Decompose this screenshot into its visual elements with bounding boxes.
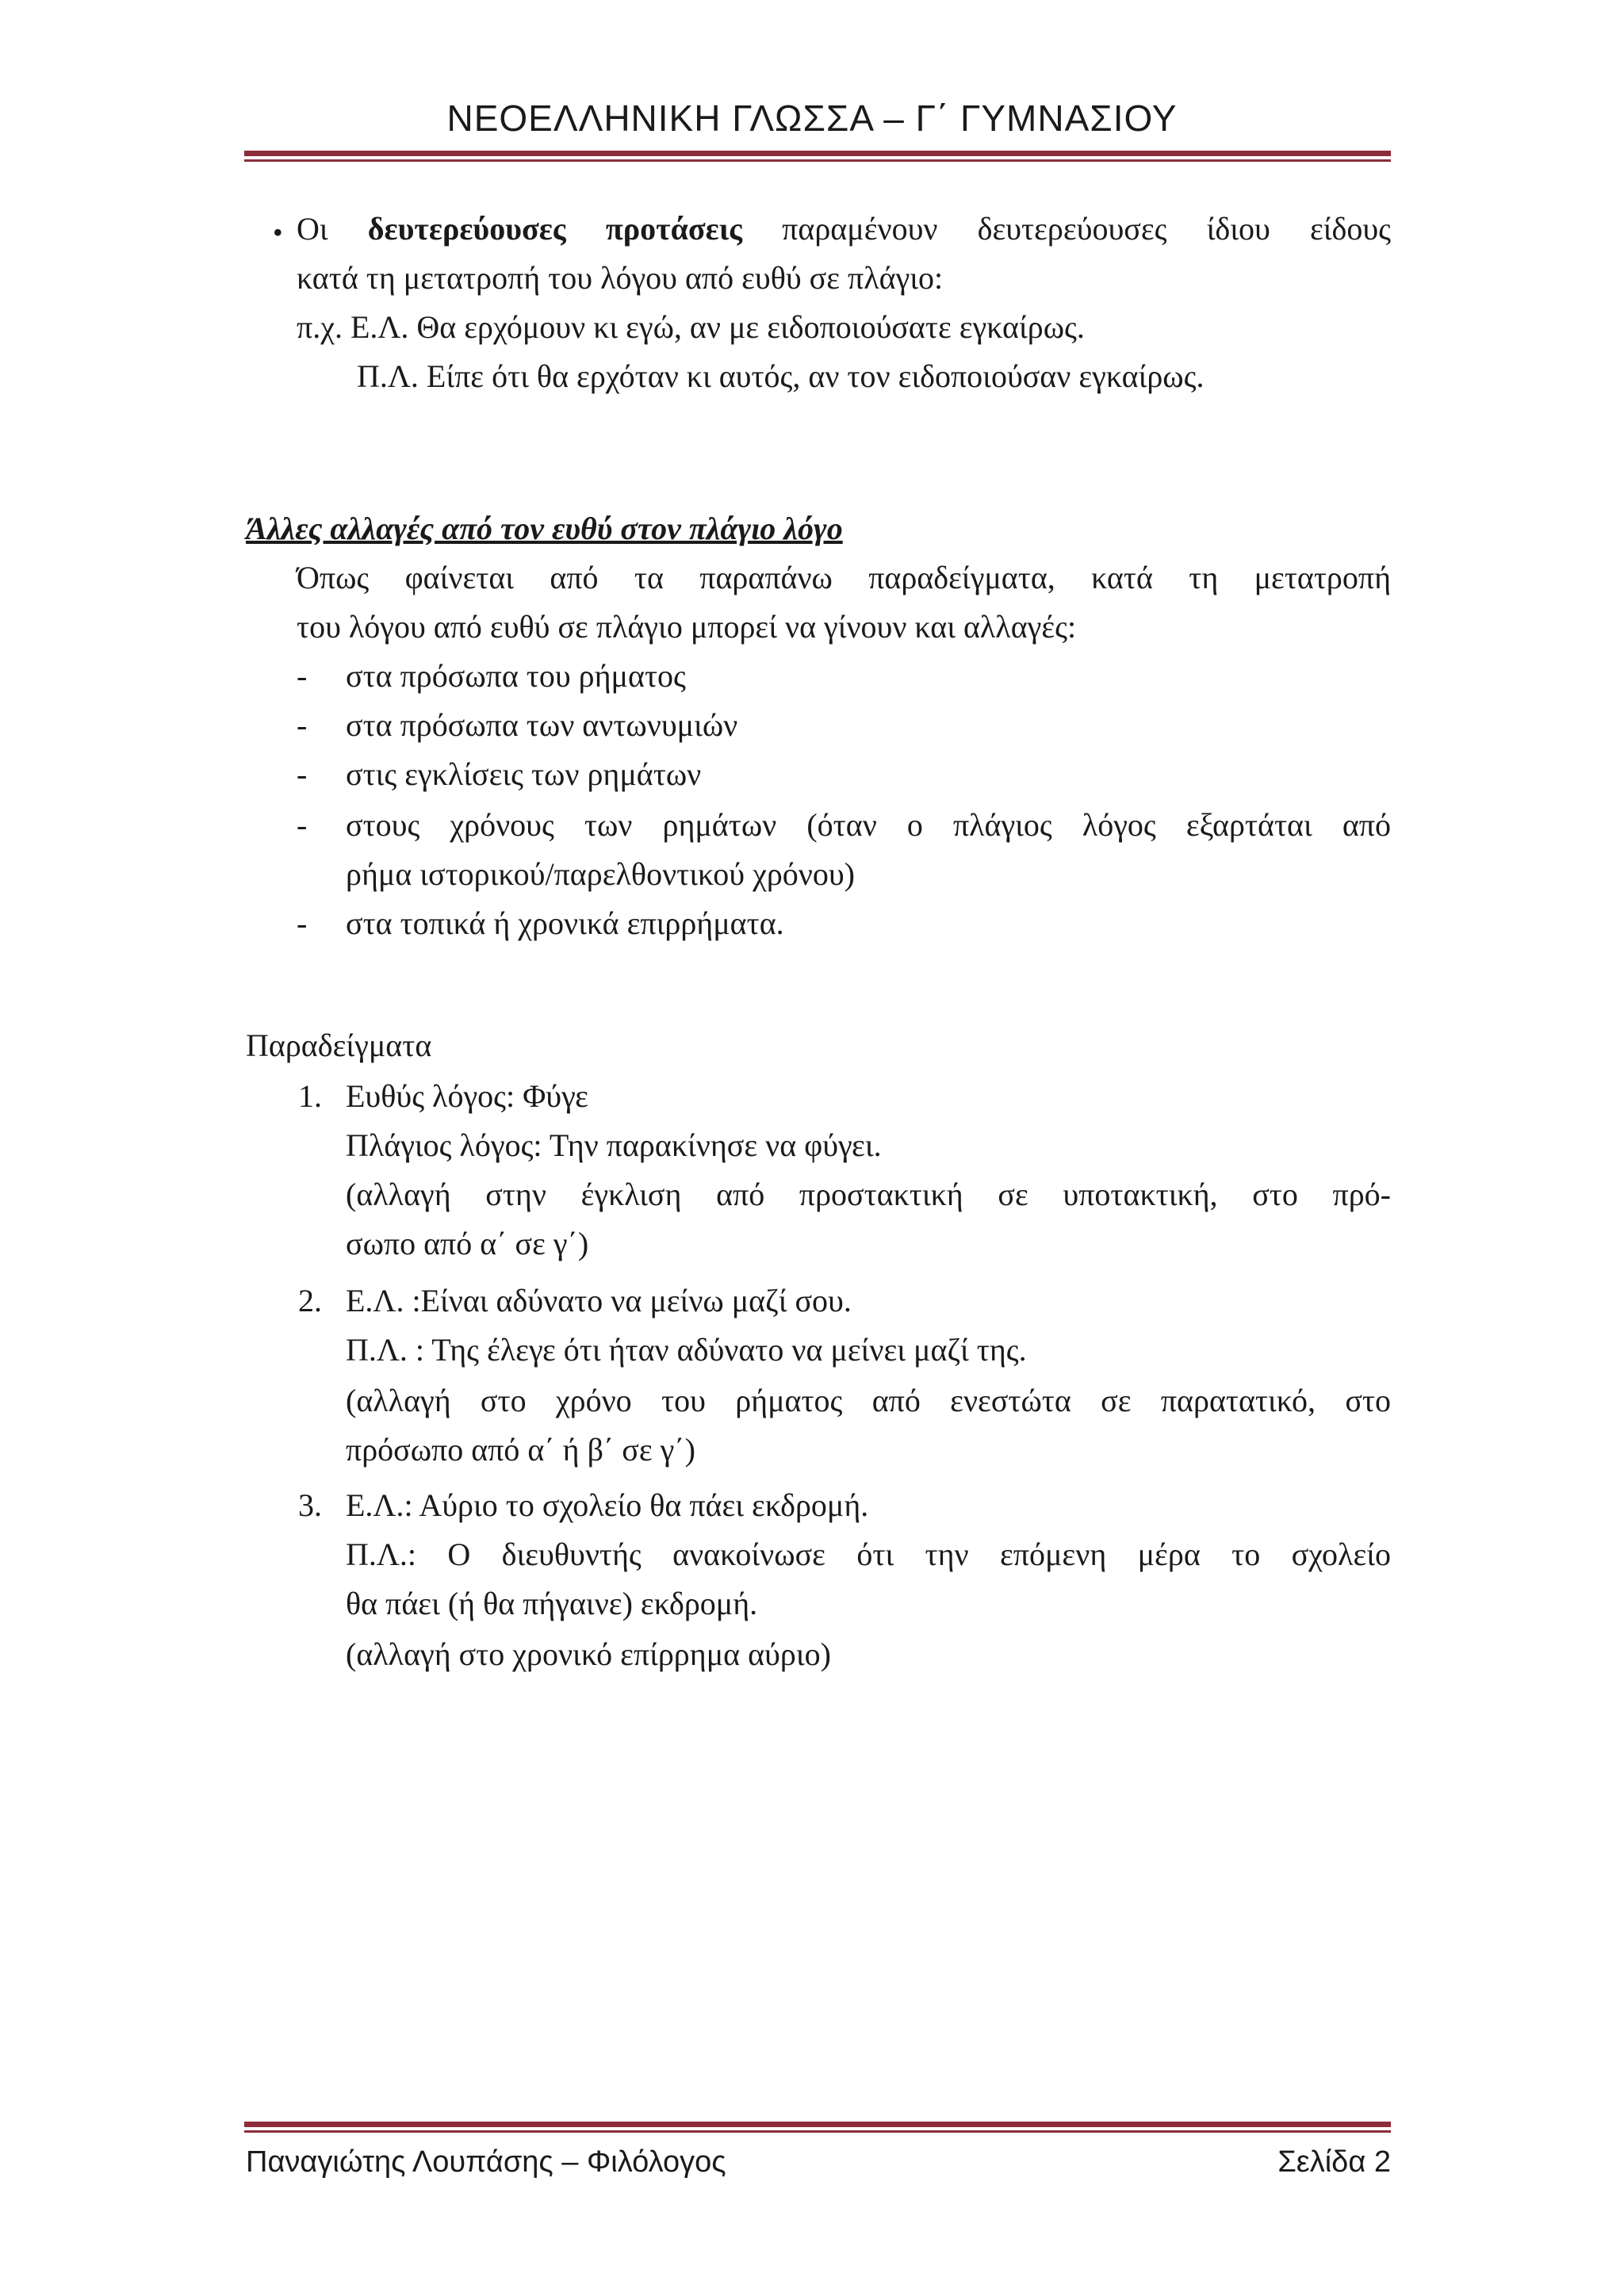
example-1-line-1: Ευθύς λόγος: Φύγε — [346, 1078, 588, 1114]
example-3-line-4: (αλλαγή στο χρονικό επίρρημα αύριο) — [346, 1636, 831, 1672]
changes-intro-line-1: Όπως φαίνεται από τα παραπάνω παραδείγματα, κατά τη μετατροπή — [297, 560, 1391, 595]
example-1-line-3: (αλλαγή στην έγκλιση από προστακτική σε υποτακτική, στο πρό- — [346, 1177, 1391, 1212]
bullet-line-1-suffix: παραμένουν δευτερεύουσες ίδιου είδους — [782, 211, 1391, 247]
header-divider-thick — [244, 151, 1391, 156]
example-3-line-1: Ε.Λ.: Αύριο το σχολείο θα πάει εκδρομή. — [346, 1487, 869, 1523]
page-header-title: ΝΕΟΕΛΛΗΝΙΚΗ ΓΛΩΣΣΑ – Γ΄ ΓΥΜΝΑΣΙΟΥ — [446, 98, 1178, 139]
footer-divider — [244, 2122, 1391, 2133]
list-number: 3. — [298, 1487, 322, 1523]
example-1-line-4: σωπο από α΄ σε γ΄) — [346, 1226, 589, 1261]
bullet-line-1 — [297, 205, 1391, 254]
header-divider — [244, 151, 1391, 162]
section-heading-changes: Άλλες αλλαγές από τον ευθύ στον πλάγιο λόγο — [246, 511, 843, 546]
example-2-line-2: Π.Λ. : Της έλεγε ότι ήταν αδύνατο να μείνει μαζί της. — [346, 1332, 1027, 1368]
bullet-example-pl: Π.Λ. Είπε ότι θα ερχόταν κι αυτός, αν τον ειδοποιούσαν εγκαίρως. — [357, 358, 1205, 394]
bullet-example-el: π.χ. Ε.Λ. Θα ερχόμουν κι εγώ, αν με ειδοποιούσατε εγκαίρως. — [297, 309, 1085, 345]
changes-item: στα πρόσωπα του ρήματος — [346, 658, 686, 694]
example-2-line-3: (αλλαγή στο χρόνο του ρήματος από ενεστώτα σε παρατατικό, στο — [346, 1383, 1391, 1418]
bullet-line-1-bold: δευτερεύουσες προτάσεις — [367, 211, 743, 247]
dash-icon: - — [297, 707, 308, 743]
example-1-line-2: Πλάγιος λόγος: Την παρακίνησε να φύγει. — [346, 1127, 882, 1163]
example-2-line-1: Ε.Λ. :Είναι αδύνατο να μείνω μαζί σου. — [346, 1283, 852, 1318]
example-3-line-2: Π.Λ.: Ο διευθυντής ανακοίνωσε ότι την επόμενη μέρα το σχολείο — [346, 1536, 1391, 1572]
dash-icon: - — [297, 807, 308, 843]
bullet-line-1-prefix: Οι — [297, 211, 328, 247]
changes-item: στους χρόνους των ρημάτων (όταν ο πλάγιος λόγος εξαρτάται από — [346, 807, 1391, 843]
dash-icon: - — [297, 756, 308, 792]
changes-item-continuation: ρήμα ιστορικού/παρελθοντικού χρόνου) — [346, 856, 855, 892]
example-2-line-4: πρόσωπο από α΄ ή β΄ σε γ΄) — [346, 1432, 695, 1468]
changes-item: στα πρόσωπα των αντωνυμιών — [346, 707, 738, 743]
footer-author: Παναγιώτης Λουπάσης – Φιλόλογος — [246, 2145, 726, 2179]
section-heading-examples: Παραδείγματα — [246, 1027, 432, 1063]
footer-page-number: Σελίδα 2 — [1277, 2145, 1391, 2179]
footer-divider-thin — [244, 2130, 1391, 2133]
dash-icon: - — [297, 905, 308, 941]
example-3-line-3: θα πάει (ή θα πήγαινε) εκδρομή. — [346, 1586, 758, 1621]
bullet-icon: • — [273, 216, 283, 248]
changes-item: στα τοπικά ή χρονικά επιρρήματα. — [346, 905, 784, 941]
list-number: 2. — [298, 1283, 322, 1318]
dash-icon: - — [297, 658, 308, 694]
footer-divider-thick — [244, 2122, 1391, 2127]
changes-item: στις εγκλίσεις των ρημάτων — [346, 756, 702, 792]
list-number: 1. — [298, 1078, 322, 1114]
header-divider-thin — [244, 159, 1391, 162]
changes-intro-line-2: του λόγου από ευθύ σε πλάγιο μπορεί να γίνουν και αλλαγές: — [297, 609, 1077, 645]
bullet-line-2: κατά τη μετατροπή του λόγου από ευθύ σε πλάγιο: — [297, 260, 944, 296]
